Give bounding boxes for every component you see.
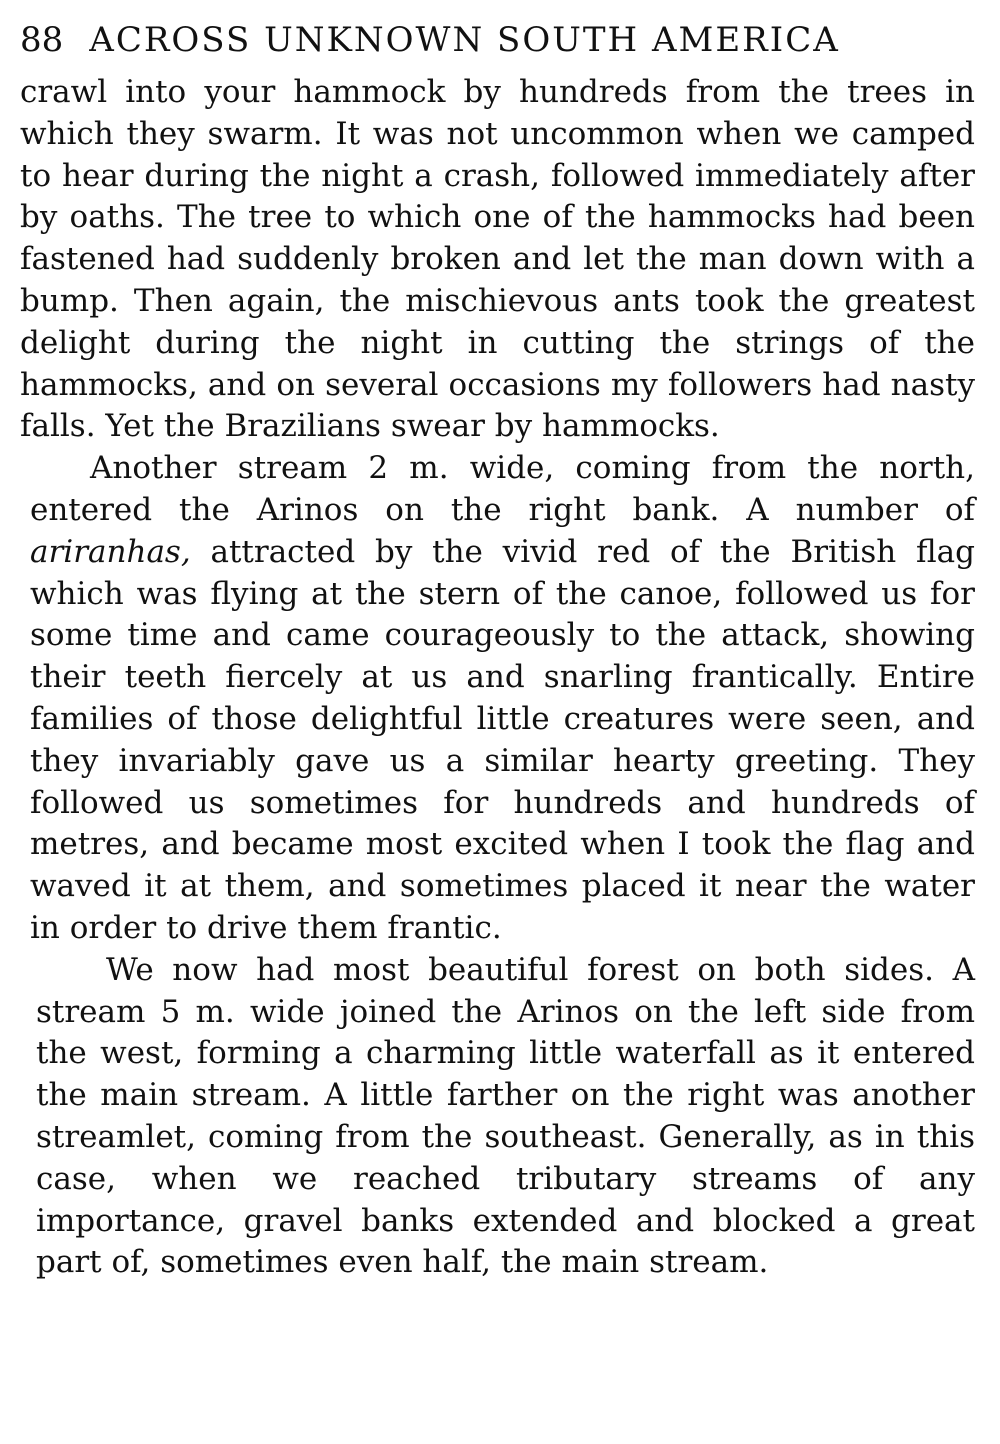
page-header [20, 14, 975, 66]
book-page [20, 14, 975, 1284]
running-title: ACROSS UNKNOWN SOUTH AMERICA [89, 20, 840, 60]
page-number: 88 [20, 20, 64, 60]
paragraph-1: crawl into your hammock by hundreds from the trees in which they swarm. It was not uncommon when we camped to hear during the night a crash, followed immediately after by oaths. The tree to which one of the hammocks had been fastened had suddenly broken and let the man down with a bump. Then again, the mischievous ants took the greatest delight during the night in cutting the strings of the hammocks, and on several occasions my followers had nasty falls. Yet the Brazilians swear by hammocks. [20, 74, 975, 445]
paragraph-2-text-end: attracted by the vivid red of the British flag which was flying at the stern of the canoe, followed us for some time and came courageously to the attack, showing their teeth fiercely at us and snarling frantically. Entire families of those delightful little creatures were seen, and they invariably gave us a similar hearty greeting. They followed us sometimes for hundreds and hundreds of metres, and became most excited when I took the flag and waved it at them, and sometimes placed it near the water in order to drive them frantic. [30, 533, 975, 946]
paragraph-2 [20, 448, 975, 950]
paragraph-2-text-start: Another stream 2 m. wide, coming from the north, entered the Arinos on the right bank. A number of [30, 450, 975, 528]
italic-term-ariranhas: ariranhas, [30, 533, 191, 570]
body-text [20, 72, 975, 1284]
paragraph-3: We now had most beautiful forest on both sides. A stream 5 m. wide joined the Arinos on the left side from the west, forming a charming little waterfall as it entered the main stream. A little farther on the right was another streamlet, coming from the southeast. Generally, as in this case, when we reached tributary streams of any importance, gravel banks extended and blocked a great part of, sometimes even half, the main stream. [36, 951, 975, 1281]
